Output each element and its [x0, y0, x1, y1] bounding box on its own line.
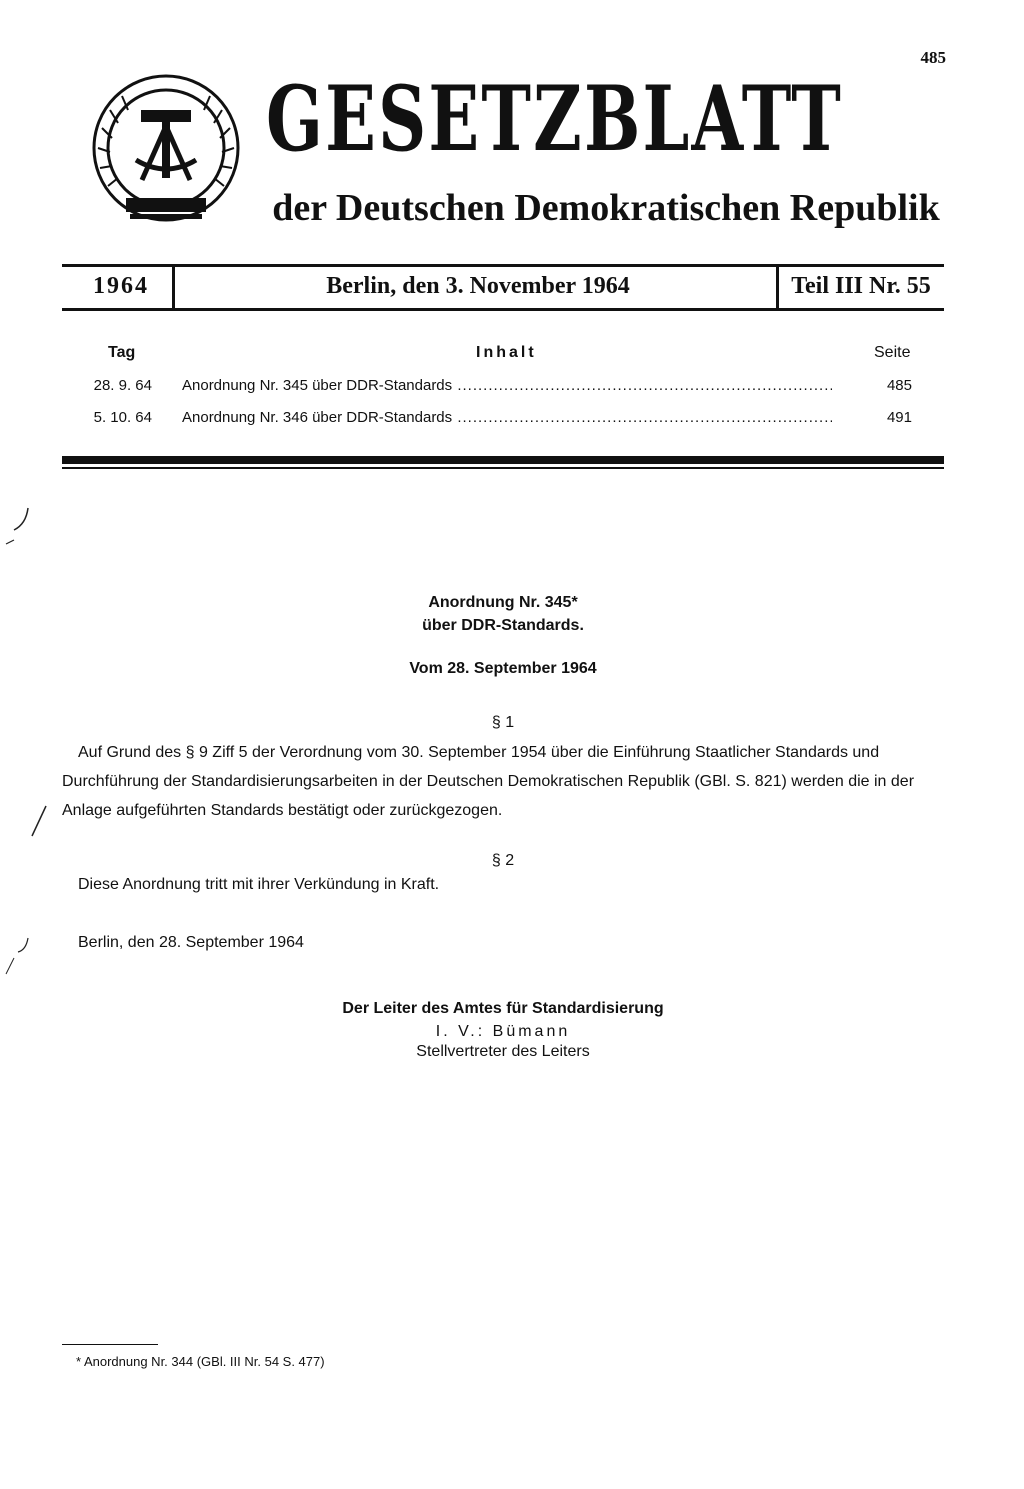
toc-row — [62, 409, 944, 433]
issue-bar-bottom-rule — [62, 308, 944, 311]
place-date: Berlin, den 28. September 1964 — [78, 934, 304, 951]
issue-part-number: Teil III Nr. 55 — [791, 273, 931, 299]
page-number: 485 — [920, 48, 946, 67]
margin-scan-marks — [0, 500, 60, 980]
section-text: Auf Grund des § 9 Ziff 5 der Verordnung vom 30. September 1954 über die Einführung Staatlicher Standards und Durchführung der Standardisierungsarbeiten in der Deutschen Demokratischen Republik (GBl. S. 821) werden die in der Anlage aufgeführten Standards bestätigt oder zurückgezogen. — [62, 744, 915, 819]
toc-header-date: Tag — [108, 344, 136, 361]
section-mark: § 1 — [491, 714, 515, 731]
document-heading: Anordnung Nr. 345* — [428, 594, 578, 611]
toc-row-page: 485 — [886, 377, 912, 394]
document-subheading: über DDR-Standards. — [422, 617, 584, 634]
issue-year: 1964 — [93, 273, 149, 299]
footnote: * Anordnung Nr. 344 (GBl. III Nr. 54 S. 477) — [76, 1354, 325, 1369]
document-date-line: Vom 28. September 1964 — [409, 660, 597, 677]
publication-title: GESETZBLATT — [266, 66, 843, 172]
toc-row — [62, 377, 944, 401]
section-text: Diese Anordnung tritt mit ihrer Verkündung in Kraft. — [78, 876, 440, 893]
toc-end-thick-rule — [62, 456, 944, 464]
toc-row-title: Anordnung Nr. 346 über DDR-Standards ..... — [182, 409, 832, 426]
footnote-rule — [62, 1344, 158, 1345]
issue-date: Berlin, den 3. November 1964 — [326, 273, 630, 299]
section-mark: § 2 — [491, 852, 515, 869]
toc-header-page: Seite — [874, 344, 911, 361]
toc-end-thin-rule — [62, 467, 944, 469]
issue-bar-top-rule — [62, 264, 944, 267]
signature-name: I. V.: Bümann — [435, 1023, 571, 1040]
state-emblem-icon — [86, 68, 246, 233]
signature-office: Der Leiter des Amtes für Standardisierung — [342, 1000, 664, 1017]
toc-header-title: Inhalt — [476, 344, 537, 361]
toc-row-title: Anordnung Nr. 345 über DDR-Standards ..... — [182, 377, 832, 394]
toc-row-date: 28. 9. 64 — [93, 377, 152, 394]
toc-row-page: 491 — [886, 409, 912, 426]
toc-row-date: 5. 10. 64 — [93, 409, 152, 426]
publication-subtitle: der Deutschen Demokratischen Republik — [272, 187, 940, 229]
signature-role: Stellvertreter des Leiters — [416, 1043, 590, 1060]
issue-bar-divider — [172, 264, 175, 311]
